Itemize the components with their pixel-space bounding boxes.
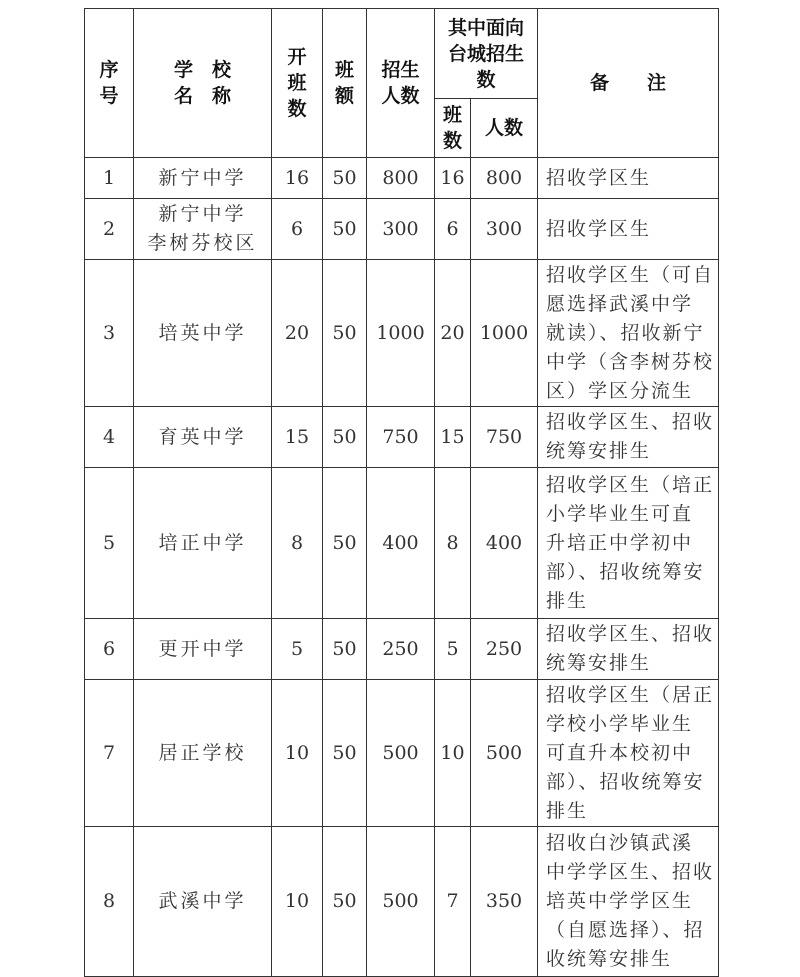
cell-taicheng-students: 250 xyxy=(471,619,538,680)
cell-taicheng-students: 750 xyxy=(471,407,538,468)
cell-enroll: 400 xyxy=(367,468,435,619)
header-seq: 序 号 xyxy=(85,9,134,158)
cell-school-name: 培正中学 xyxy=(134,468,272,619)
cell-seq: 4 xyxy=(85,407,134,468)
cell-notes: 招收学区生、招收 统筹安排生 xyxy=(538,407,719,468)
cell-taicheng-classes: 5 xyxy=(435,619,471,680)
cell-taicheng-students: 350 xyxy=(471,827,538,977)
cell-notes: 招收学区生 xyxy=(538,199,719,260)
cell-classes: 5 xyxy=(272,619,323,680)
cell-notes: 招收学区生、招收 统筹安排生 xyxy=(538,619,719,680)
table-row xyxy=(85,827,719,977)
cell-class-size: 50 xyxy=(323,407,367,468)
cell-school-name: 新宁中学 李树芬校区 xyxy=(134,199,272,260)
cell-class-size: 50 xyxy=(323,680,367,827)
header-taicheng-classes: 班 数 xyxy=(435,99,471,158)
cell-enroll: 250 xyxy=(367,619,435,680)
header-notes: 备 注 xyxy=(538,9,719,158)
cell-school-name: 新宁中学 xyxy=(134,158,272,199)
cell-taicheng-classes: 10 xyxy=(435,680,471,827)
header-school: 学 校 名 称 xyxy=(134,9,272,158)
cell-taicheng-classes: 7 xyxy=(435,827,471,977)
header-class-size: 班 额 xyxy=(323,9,367,158)
cell-notes: 招收学区生（可自 愿选择武溪中学 就读）、招收新宁 中学（含李树芬校 区）学区分流生 xyxy=(538,260,719,407)
cell-taicheng-students: 800 xyxy=(471,158,538,199)
cell-enroll: 1000 xyxy=(367,260,435,407)
cell-class-size: 50 xyxy=(323,619,367,680)
cell-seq: 8 xyxy=(85,827,134,977)
cell-seq: 5 xyxy=(85,468,134,619)
cell-classes: 20 xyxy=(272,260,323,407)
cell-taicheng-students: 1000 xyxy=(471,260,538,407)
cell-classes: 10 xyxy=(272,827,323,977)
table-row xyxy=(85,680,719,827)
cell-seq: 6 xyxy=(85,619,134,680)
cell-enroll: 500 xyxy=(367,827,435,977)
cell-seq: 1 xyxy=(85,158,134,199)
cell-class-size: 50 xyxy=(323,199,367,260)
cell-class-size: 50 xyxy=(323,827,367,977)
enrollment-table xyxy=(84,8,719,977)
cell-enroll: 300 xyxy=(367,199,435,260)
table-row xyxy=(85,407,719,468)
cell-class-size: 50 xyxy=(323,260,367,407)
cell-school-name: 武溪中学 xyxy=(134,827,272,977)
cell-notes: 招收学区生（居正 学校小学毕业生 可直升本校初中 部）、招收统筹安 排生 xyxy=(538,680,719,827)
cell-classes: 15 xyxy=(272,407,323,468)
cell-taicheng-students: 500 xyxy=(471,680,538,827)
cell-classes: 10 xyxy=(272,680,323,827)
cell-school-name: 更开中学 xyxy=(134,619,272,680)
cell-enroll: 500 xyxy=(367,680,435,827)
cell-notes: 招收白沙镇武溪 中学学区生、招收 培英中学学区生 （自愿选择）、招 收统筹安排生 xyxy=(538,827,719,977)
table-row xyxy=(85,468,719,619)
table-row xyxy=(85,158,719,199)
cell-classes: 6 xyxy=(272,199,323,260)
cell-school-name: 居正学校 xyxy=(134,680,272,827)
cell-notes: 招收学区生（培正 小学毕业生可直 升培正中学初中 部）、招收统筹安 排生 xyxy=(538,468,719,619)
cell-taicheng-students: 300 xyxy=(471,199,538,260)
cell-school-name: 育英中学 xyxy=(134,407,272,468)
cell-school-name: 培英中学 xyxy=(134,260,272,407)
cell-taicheng-classes: 20 xyxy=(435,260,471,407)
cell-taicheng-classes: 15 xyxy=(435,407,471,468)
cell-taicheng-classes: 8 xyxy=(435,468,471,619)
cell-class-size: 50 xyxy=(323,468,367,619)
cell-taicheng-students: 400 xyxy=(471,468,538,619)
cell-enroll: 750 xyxy=(367,407,435,468)
table-row xyxy=(85,199,719,260)
table-row xyxy=(85,619,719,680)
header-taicheng-students: 人数 xyxy=(471,99,538,158)
cell-class-size: 50 xyxy=(323,158,367,199)
cell-classes: 8 xyxy=(272,468,323,619)
cell-seq: 7 xyxy=(85,680,134,827)
header-taicheng-group: 其中面向 台城招生 数 xyxy=(435,9,538,99)
cell-seq: 3 xyxy=(85,260,134,407)
cell-classes: 16 xyxy=(272,158,323,199)
cell-taicheng-classes: 6 xyxy=(435,199,471,260)
table-row xyxy=(85,260,719,407)
cell-notes: 招收学区生 xyxy=(538,158,719,199)
cell-seq: 2 xyxy=(85,199,134,260)
cell-taicheng-classes: 16 xyxy=(435,158,471,199)
header-classes: 开 班 数 xyxy=(272,9,323,158)
cell-enroll: 800 xyxy=(367,158,435,199)
header-enroll: 招生 人数 xyxy=(367,9,435,158)
